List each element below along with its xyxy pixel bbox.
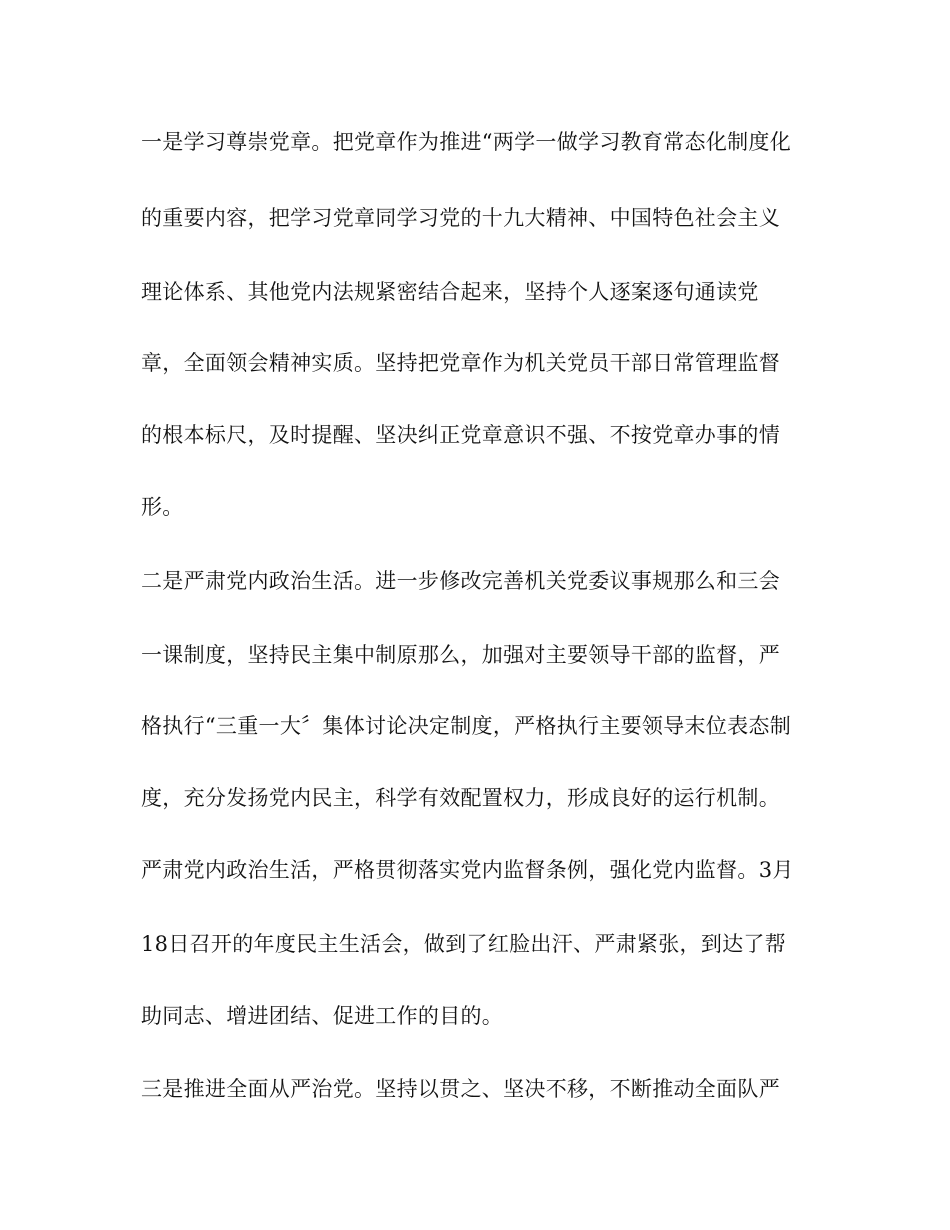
text-line-4: 章，全面领会精神实质。坚持把党章作为机关党员干部日常管理监督 [141,351,780,375]
text-line-5: 的根本标尺，及时提醒、坚决纠正党章意识不强、不按党章办事的情 [141,423,780,447]
text-line-9: 格执行“三重一大〞集体讨论决定制度，严格执行主要领导末位表态制 [141,714,792,738]
text-line-6: 形。 [141,495,184,519]
text-line-1: 一是学习尊崇党章。把党章作为推进“两学一做学习教育常态化制度化 [141,130,792,154]
text-line-11: 严肃党内政治生活，严格贯彻落实党内监督条例，强化党内监督。3月 [141,858,794,882]
text-line-14: 三是推进全面从严治党。坚持以贯之、坚决不移，不断推动全面队严 [141,1077,780,1101]
text-line-10: 度，充分发扬党内民主，科学有效配置权力，形成良好的运行机制。 [141,786,780,810]
text-line-7: 二是严肃党内政治生活。进一步修改完善机关党委议事规那么和三会 [141,569,780,593]
text-line-2: 的重要内容，把学习党章同学习党的十九大精神、中国特色社会主义 [141,206,780,230]
text-line-13: 助同志、增进团结、促进工作的目的。 [141,1004,504,1028]
text-line-12: 18日召开的年度民主生活会，做到了红脸出汗、严肃紧张，到达了帮 [141,932,787,956]
text-line-8: 一课制度，坚持民主集中制原那么，加强对主要领导干部的监督，严 [141,643,780,667]
text-line-3: 理论体系、其他党内法规紧密结合起来，坚持个人逐案逐句通读党 [141,280,759,304]
